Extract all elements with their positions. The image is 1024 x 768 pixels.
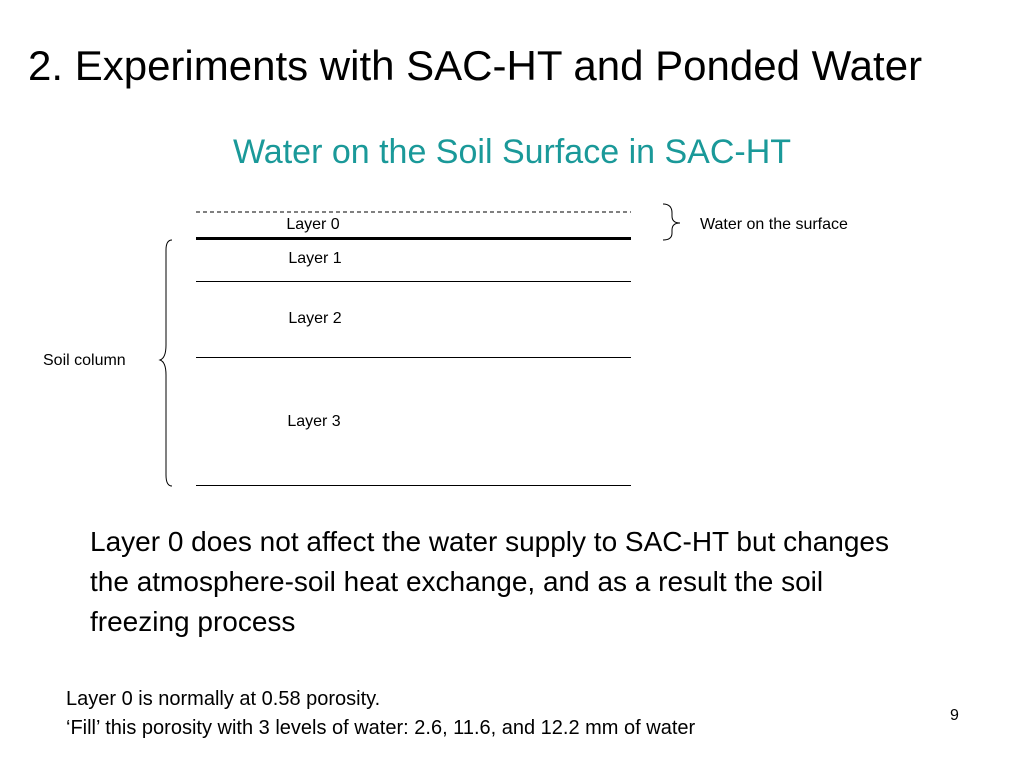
- note-line-1: Layer 0 is normally at 0.58 porosity.: [66, 688, 381, 710]
- slide-title: 2. Experiments with SAC-HT and Ponded Water: [28, 42, 923, 89]
- soil-column-brace: [160, 240, 172, 486]
- surface-brace: [663, 204, 680, 240]
- water-on-surface-label: Water on the surface: [700, 216, 848, 233]
- note-line-2: ‘Fill’ this porosity with 3 levels of water: 2.6, 11.6, and 12.2 mm of water: [66, 717, 696, 739]
- page-number: 9: [950, 707, 959, 724]
- layer-1-label: Layer 1: [288, 250, 342, 267]
- notes-block: [66, 685, 695, 743]
- layer-0-label: Layer 0: [286, 216, 340, 233]
- soil-column-label: Soil column: [43, 352, 126, 369]
- layer-3-label: Layer 3: [287, 413, 341, 430]
- explanation-paragraph: Layer 0 does not affect the water supply to SAC-HT but changes the atmosphere-soil heat exchange, and as a result the soil freezing process: [90, 526, 889, 637]
- slide-subtitle: Water on the Soil Surface in SAC-HT: [232, 133, 792, 171]
- layer-2-label: Layer 2: [288, 310, 342, 327]
